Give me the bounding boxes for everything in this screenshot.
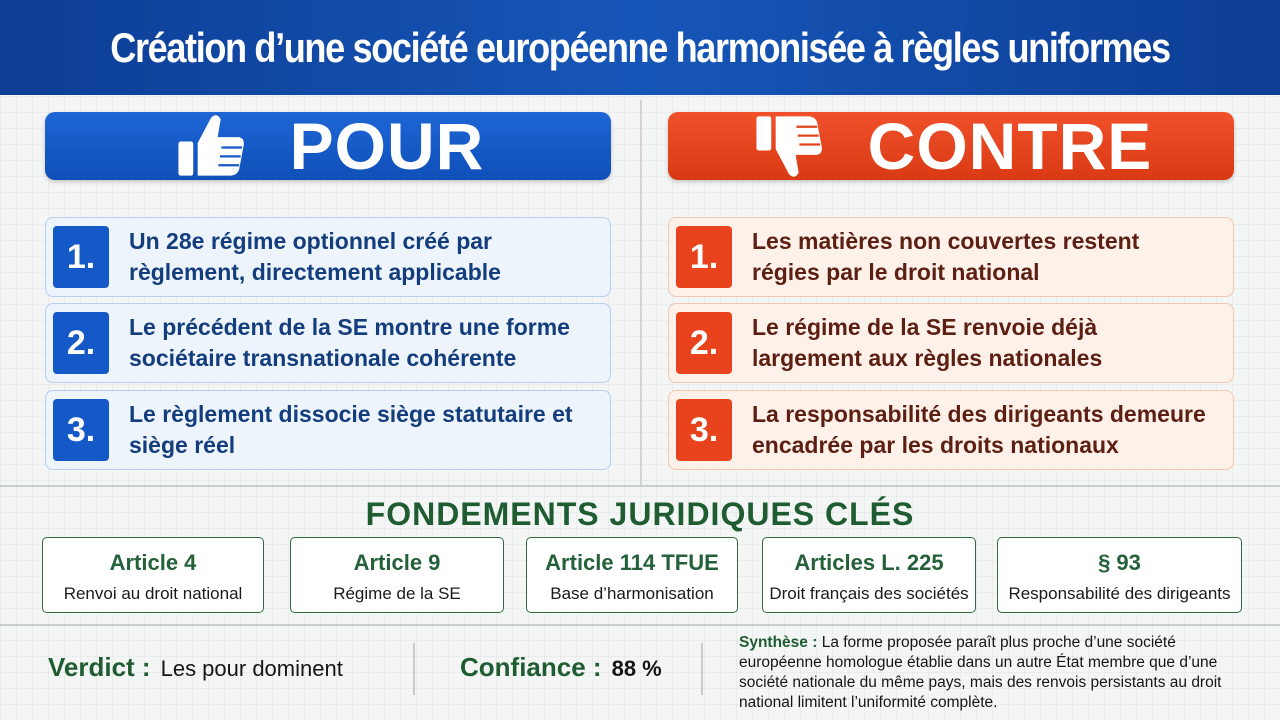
legal-card-5 xyxy=(997,537,1242,613)
legal-card-4-title: Articles L. 225 xyxy=(794,550,944,575)
legal-card-2-subtitle: Régime de la SE xyxy=(333,584,461,603)
confiance xyxy=(460,652,662,683)
pour-item-3-number: 3. xyxy=(53,399,109,461)
pour-item-2 xyxy=(45,303,611,383)
thumbs-up-icon xyxy=(172,107,250,185)
verdict-value: Les pour dominent xyxy=(160,656,343,681)
legal-card-2-title: Article 9 xyxy=(353,550,441,575)
thumbs-down-icon xyxy=(750,107,828,185)
header-banner xyxy=(0,0,1280,95)
contre-item-1 xyxy=(668,217,1234,297)
contre-item-2 xyxy=(668,303,1234,383)
verdict-label: Verdict : xyxy=(48,652,151,682)
confiance-label: Confiance : xyxy=(460,652,602,682)
contre-item-1-number: 1. xyxy=(676,226,732,288)
legal-card-4 xyxy=(762,537,976,613)
column-divider xyxy=(640,100,642,485)
legal-card-3 xyxy=(526,537,738,613)
contre-item-2-text: Le régime de la SE renvoie déjà largement aux règles nationales xyxy=(752,314,1103,371)
page-title: Création d’une société européenne harmonisée à règles uniformes xyxy=(110,23,1170,71)
pour-item-2-text: Le précédent de la SE montre une forme sociétaire transnationale cohérente xyxy=(129,314,570,371)
legal-card-5-subtitle: Responsabilité des dirigeants xyxy=(1008,584,1231,603)
legal-card-2 xyxy=(290,537,504,613)
synthese-text: La forme proposée paraît plus proche d’une société européenne homologue établie dans un autre État membre que d’une société nationale du même pays, mais des renvois persistants au droit national limitent l’uniformité complète. xyxy=(739,634,1222,711)
legal-card-1 xyxy=(42,537,264,613)
legal-card-1-subtitle: Renvoi au droit national xyxy=(63,584,243,603)
pour-item-2-number: 2. xyxy=(53,312,109,374)
contre-label: CONTRE xyxy=(867,109,1153,183)
footer-separator-2 xyxy=(701,643,703,695)
confiance-value: 88 % xyxy=(611,656,662,681)
synthese-label: Synthèse : xyxy=(739,634,818,651)
pour-column xyxy=(45,109,611,458)
legal-card-3-title: Article 114 TFUE xyxy=(545,550,719,575)
footer-separator-1 xyxy=(413,643,415,695)
legal-card-1-title: Article 4 xyxy=(109,550,197,575)
pour-label: POUR xyxy=(289,109,485,183)
pour-item-1-number: 1. xyxy=(53,226,109,288)
contre-column xyxy=(668,109,1234,458)
contre-item-3-text: La responsabilité des dirigeants demeure encadrée par les droits nationaux xyxy=(752,401,1206,458)
contre-banner xyxy=(668,109,1234,183)
pour-item-1-text: Un 28e régime optionnel créé par règlement, directement applicable xyxy=(129,228,501,285)
verdict xyxy=(48,652,343,683)
footer-divider xyxy=(0,624,1280,626)
legal-card-4-subtitle: Droit français des sociétés xyxy=(769,584,969,603)
pour-banner xyxy=(45,109,611,183)
legal-card-3-subtitle: Base d’harmonisation xyxy=(550,584,714,603)
pour-item-3-text: Le règlement dissocie siège statutaire et siège réel xyxy=(129,401,573,458)
pour-item-1 xyxy=(45,217,611,297)
synthese xyxy=(739,633,1259,713)
contre-item-1-text: Les matières non couvertes restent régies par le droit national xyxy=(752,228,1140,285)
pour-item-3 xyxy=(45,390,611,470)
section-divider xyxy=(0,485,1280,487)
legal-card-5-title: § 93 xyxy=(1098,550,1141,575)
fondements-title: FONDEMENTS JURIDIQUES CLÉS xyxy=(365,496,915,532)
contre-item-3 xyxy=(668,390,1234,470)
contre-item-2-number: 2. xyxy=(676,312,732,374)
contre-item-3-number: 3. xyxy=(676,399,732,461)
